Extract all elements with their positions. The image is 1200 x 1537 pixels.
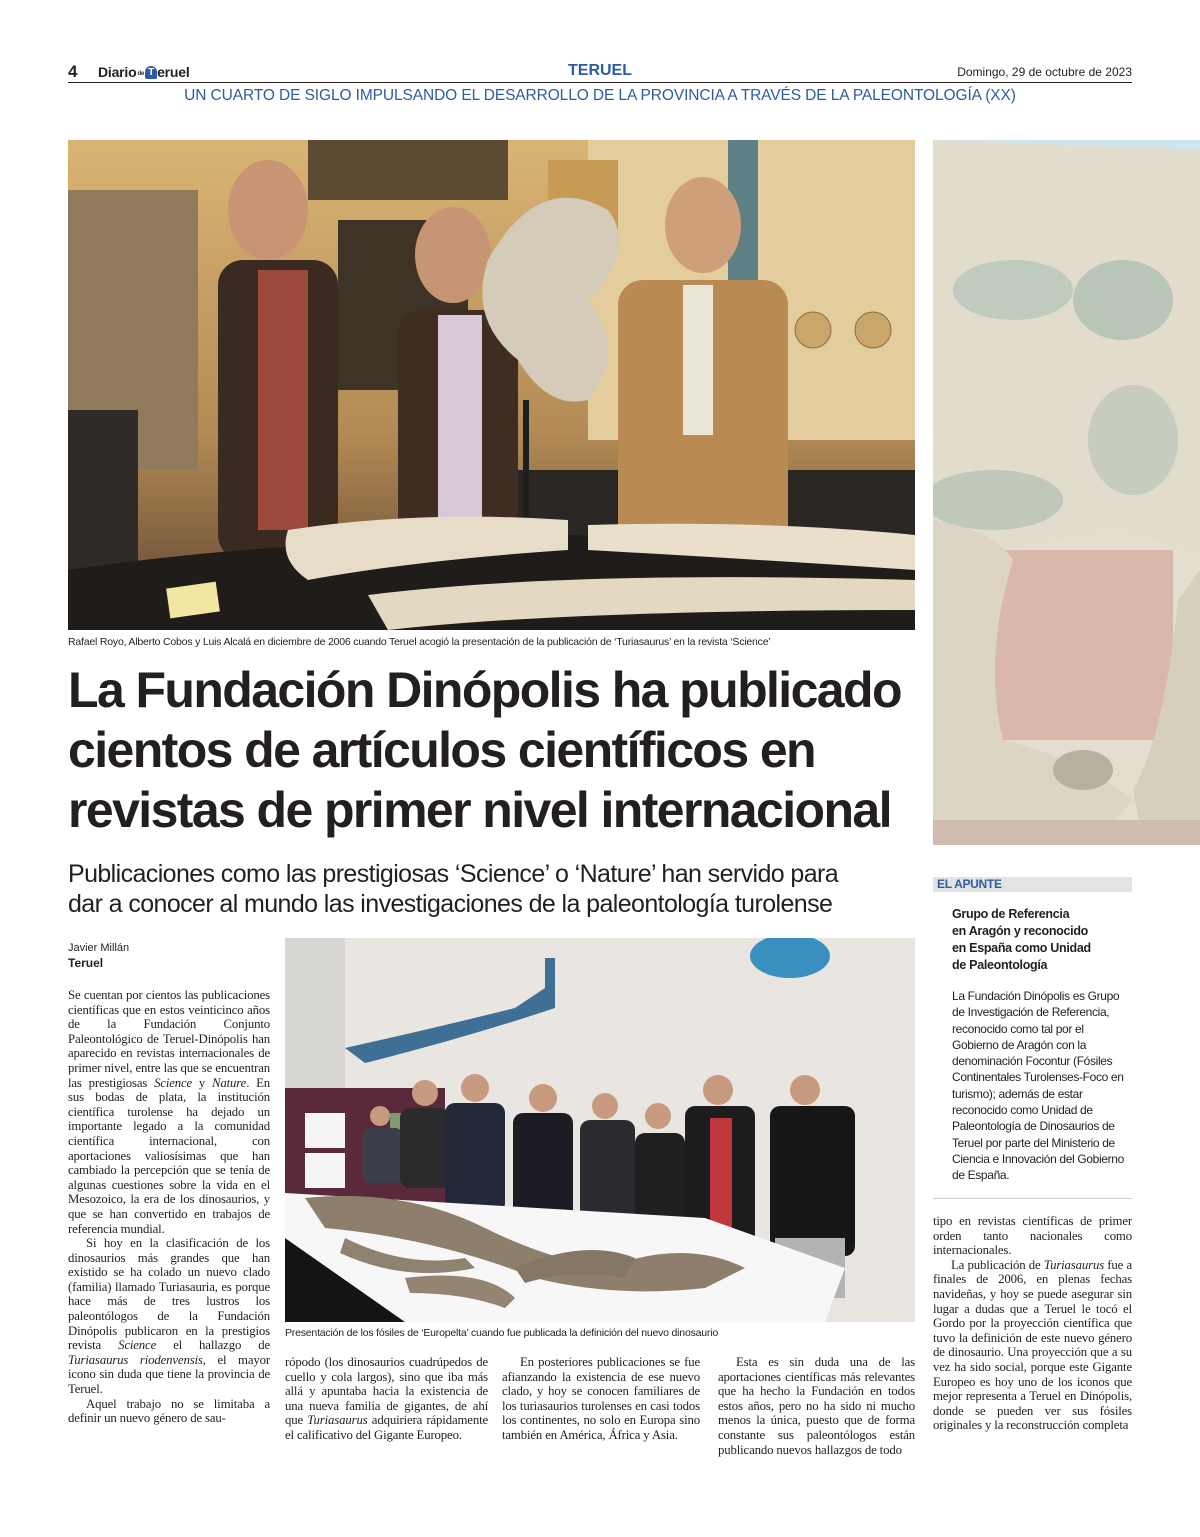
text-run: Se cuentan por cientos las publicaciones científicas que en estos veinticinco años de la Fundación Conjunto Paleontológico de Teruel-Dinópolis han aparecido en revistas internacionales de primer nivel, entre las que se encuentran las prestigiosas <box>68 988 270 1090</box>
article-column-4 <box>718 1355 915 1457</box>
logo-t-icon: T <box>145 66 157 79</box>
text-run-italic: Turiasaurus riodenvensis <box>68 1352 203 1367</box>
text-run: , el mayor icono sin duda que tiene la provincia de Teruel. <box>68 1352 270 1397</box>
article-subheadline <box>68 859 928 919</box>
logo-word-de: de <box>137 71 145 77</box>
subhead-line: Publicaciones como las prestigiosas ‘Science’ o ‘Nature’ han servido para <box>68 860 839 888</box>
article-column-5 <box>933 1214 1132 1433</box>
headline-line: revistas de primer nivel internacional <box>68 782 891 838</box>
logo-word-diario: Diario <box>98 64 137 80</box>
article-column-3 <box>502 1355 700 1443</box>
text-run: La publicación de <box>951 1257 1044 1272</box>
text-run-italic: Turiasaurus <box>1043 1257 1105 1272</box>
paragraph <box>68 988 270 1236</box>
paragraph <box>68 1236 270 1397</box>
article-column-2 <box>285 1355 488 1443</box>
text-run: fue a finales de 2006, en plenas fechas navideñas, y hoy se puede asegurar sin lugar a dudas que a Teruel le tocó el Gordo por la proyección científica que tuvo la definición de este nuevo género de dinosaurio. Una proyección que a su vez ha sido social, porque este Gigante Europeo es hoy uno de los iconos que mejor representa a Teruel en Dinópolis, donde se pueden ver sus fósiles originales y la reconstrucción completa <box>933 1257 1132 1433</box>
photo-middle-illustration <box>285 938 915 1322</box>
subhead-line: dar a conocer al mundo las investigaciones de la paleontología turolense <box>68 890 833 918</box>
sidebar-heading-line: de Paleontología <box>952 958 1048 972</box>
paragraph <box>933 1258 1132 1433</box>
paragraph: En posteriores publicaciones se fue afianzando la existencia de ese nuevo clado, y hoy se conocen familiares de los turiasaurios turolenses en casi todos los continentes, no solo en Europa sino también en América, África y Asia. <box>502 1355 700 1442</box>
article-column-1 <box>68 988 270 1508</box>
paragraph: Esta es sin duda una de las aportaciones científicas más relevantes que ha hecho la Fundación en todos estos años, pero no ha sido ni mucho menos la única, puesto que de forma constante sus paleontólogos están publicando nuevos hallazgos de todo <box>718 1355 915 1457</box>
section-title: TERUEL <box>568 62 632 79</box>
paragraph: Aquel trabajo no se limitaba a definir un nuevo género de sau- <box>68 1396 270 1426</box>
text-run: el hallazgo de <box>156 1338 270 1353</box>
headline-line: cientos de artículos científicos en <box>68 722 816 778</box>
photo-middle-europelta-presentation <box>285 938 915 1322</box>
article-headline <box>68 660 928 840</box>
logo-word-eruel: eruel <box>157 64 190 80</box>
photo-right-dinosaur-sculpture <box>933 140 1200 845</box>
sidebar-label-bar <box>933 877 1132 892</box>
text-run: adquiriera rápidamente el calificativo del Gigante Europeo. <box>285 1413 489 1442</box>
text-run: y <box>192 1075 213 1090</box>
header-rule <box>68 82 1132 83</box>
series-kicker: UN CUARTO DE SIGLO IMPULSANDO EL DESARROLLO DE LA PROVINCIA A TRAVÉS DE LA PALEONTOLOGÍA (XX) <box>184 87 1016 104</box>
newspaper-logo <box>98 64 190 80</box>
sidebar-rule <box>933 1198 1132 1199</box>
sidebar-heading-line: Grupo de Referencia <box>952 907 1070 921</box>
text-run: Si hoy en la clasificación de los dinosaurios más grandes que han existido se ha colado un nuevo clado (familia) llamado Turiasauria, es porque hace más de tres lustros los paleontólogos de la Fundación Dinópolis publicaron en la prestigios revista <box>68 1236 270 1353</box>
photo-right-illustration <box>933 140 1200 845</box>
headline-line: La Fundación Dinópolis ha publicado <box>68 662 901 718</box>
text-run: rópodo (los dinosaurios cuadrúpedos de cuello y cola largos), sino que iba más allá y apuntaba hacia la existencia de una nueva familia de gigantes, de ahí que <box>285 1355 488 1428</box>
paragraph: tipo en revistas científicas de primer orden tanto nacionales como internacionales. <box>933 1214 1132 1258</box>
byline-author: Javier Millán <box>68 942 130 954</box>
photo-top-illustration <box>68 140 915 630</box>
sidebar-heading-line: en Aragón y reconocido <box>952 924 1089 938</box>
sidebar-text: La Fundación Dinópolis es Grupo de Investigación de Referencia, reconocido como tal por el Gobierno de Aragón con la denominación Focontur (Fósiles Continentales Turolenses-Foco en turismo); además de estar reconocido como Unidad de Paleontología de Dinosaurios de Teruel por parte del Ministerio de Ciencia e Innovación del Gobierno de España. <box>952 989 1124 1183</box>
text-run-italic: Nature <box>212 1075 247 1090</box>
text-run-italic: Science <box>118 1338 157 1353</box>
sidebar-heading-line: en España como Unidad <box>952 941 1091 955</box>
text-run-italic: Turiasaurus <box>307 1413 368 1428</box>
sidebar-label: EL APUNTE <box>937 877 1002 891</box>
paragraph <box>285 1355 488 1443</box>
photo-top-turiasaurus-presentation <box>68 140 915 630</box>
photo-top-caption: Rafael Royo, Alberto Cobos y Luis Alcalá en diciembre de 2006 cuando Teruel acogió la presentación de la publicación de ‘Turiasaurus’ en la revista ‘Science’ <box>68 636 771 648</box>
photo-middle-caption: Presentación de los fósiles de ‘Europelta’ cuando fue publicada la definición del nuevo dinosaurio <box>285 1327 718 1339</box>
page-number: 4 <box>68 62 78 81</box>
issue-date: Domingo, 29 de octubre de 2023 <box>957 65 1132 79</box>
byline-location: Teruel <box>68 956 104 970</box>
text-run-italic: Science <box>154 1075 193 1090</box>
sidebar-heading <box>952 906 1127 974</box>
text-run: . En sus bodas de plata, la institución científica turolense ha dejado un importante legado a la comunidad científica internacional, con aportaciones valiosísimas que han cambiado la percepción que se tenía de algunas cuestiones sobre la vida en el Mesozoico, la era de los dinosaurios, y que se han convertido en trabajos de referencia mundial. <box>68 1075 270 1236</box>
